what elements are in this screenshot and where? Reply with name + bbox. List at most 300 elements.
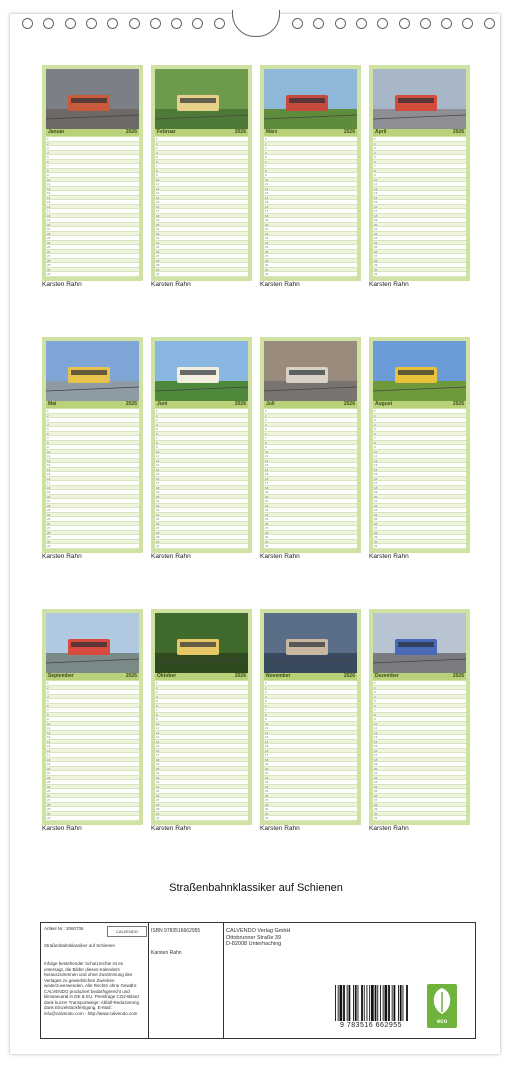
day-row: 11 bbox=[373, 726, 466, 731]
day-row: 28 bbox=[373, 531, 466, 536]
day-row: 13 bbox=[264, 463, 357, 468]
binding-hole bbox=[313, 18, 324, 29]
day-grid bbox=[46, 681, 139, 821]
day-row: 17 bbox=[264, 753, 357, 758]
day-row: 18 bbox=[155, 214, 248, 219]
month-name: Juli bbox=[266, 401, 275, 407]
tram-photo bbox=[264, 69, 357, 129]
day-row: 2 bbox=[155, 686, 248, 691]
day-row: 5 bbox=[373, 155, 466, 160]
day-row: 28 bbox=[373, 803, 466, 808]
day-row: 23 bbox=[373, 236, 466, 241]
day-row: 1 bbox=[155, 681, 248, 686]
day-row: 21 bbox=[373, 227, 466, 232]
day-row: 13 bbox=[264, 735, 357, 740]
tram-photo bbox=[46, 69, 139, 129]
day-row: 30 bbox=[155, 268, 248, 273]
day-row: 20 bbox=[373, 223, 466, 228]
day-row: 14 bbox=[264, 196, 357, 201]
day-row: 14 bbox=[155, 196, 248, 201]
day-row: 31 bbox=[46, 816, 139, 821]
day-row: 23 bbox=[46, 780, 139, 785]
day-grid bbox=[264, 137, 357, 277]
day-row: 10 bbox=[155, 450, 248, 455]
tram-photo bbox=[155, 341, 248, 401]
day-row: 9 bbox=[373, 717, 466, 722]
divider bbox=[223, 923, 224, 1038]
day-row: 22 bbox=[264, 232, 357, 237]
day-row: 26 bbox=[46, 250, 139, 255]
day-row: 12 bbox=[46, 187, 139, 192]
day-row: 3 bbox=[46, 690, 139, 695]
binding-hole bbox=[150, 18, 161, 29]
eco-badge bbox=[427, 984, 457, 1028]
day-row: 22 bbox=[46, 776, 139, 781]
day-row: 13 bbox=[46, 735, 139, 740]
month-year: 2026 bbox=[343, 129, 355, 135]
day-row: 11 bbox=[155, 726, 248, 731]
day-row: 27 bbox=[46, 526, 139, 531]
divider bbox=[148, 923, 149, 1038]
day-row: 4 bbox=[264, 695, 357, 700]
day-row: 4 bbox=[46, 423, 139, 428]
day-row: 11 bbox=[373, 454, 466, 459]
month-header bbox=[264, 129, 357, 136]
month-year: 2026 bbox=[452, 401, 464, 407]
day-row: 24 bbox=[46, 513, 139, 518]
day-row: 20 bbox=[264, 767, 357, 772]
day-row: 3 bbox=[373, 690, 466, 695]
day-row: 20 bbox=[264, 223, 357, 228]
day-row: 24 bbox=[155, 513, 248, 518]
day-row: 21 bbox=[373, 771, 466, 776]
day-row: 15 bbox=[155, 744, 248, 749]
day-row: 8 bbox=[46, 441, 139, 446]
day-row: 26 bbox=[264, 522, 357, 527]
month-panel-juni bbox=[151, 337, 252, 553]
tram-photo-image bbox=[264, 613, 357, 673]
month-name: November bbox=[266, 673, 291, 679]
day-row: 29 bbox=[373, 807, 466, 812]
day-row: 7 bbox=[46, 436, 139, 441]
tram-photo-image bbox=[155, 613, 248, 673]
day-row: 29 bbox=[155, 263, 248, 268]
day-row: 28 bbox=[155, 803, 248, 808]
day-row: 18 bbox=[264, 758, 357, 763]
day-row: 21 bbox=[155, 771, 248, 776]
day-row: 5 bbox=[373, 699, 466, 704]
day-row: 30 bbox=[46, 540, 139, 545]
day-row: 18 bbox=[46, 214, 139, 219]
day-row: 30 bbox=[264, 812, 357, 817]
day-row: 17 bbox=[264, 209, 357, 214]
day-row: 30 bbox=[46, 812, 139, 817]
day-row: 10 bbox=[373, 178, 466, 183]
day-row: 19 bbox=[155, 218, 248, 223]
day-row: 19 bbox=[155, 490, 248, 495]
day-row: 22 bbox=[264, 776, 357, 781]
binding-hole bbox=[214, 18, 225, 29]
day-row: 21 bbox=[264, 499, 357, 504]
day-row: 24 bbox=[264, 241, 357, 246]
day-row: 3 bbox=[373, 146, 466, 151]
day-row: 27 bbox=[46, 798, 139, 803]
binding-hole bbox=[441, 18, 452, 29]
day-row: 21 bbox=[155, 227, 248, 232]
day-row: 13 bbox=[46, 191, 139, 196]
month-header bbox=[373, 129, 466, 136]
day-row: 6 bbox=[264, 160, 357, 165]
photo-credit: Karsten Rahn bbox=[42, 281, 82, 288]
day-row: 10 bbox=[46, 450, 139, 455]
day-row: 13 bbox=[155, 735, 248, 740]
day-row: 22 bbox=[46, 232, 139, 237]
day-row: 17 bbox=[46, 753, 139, 758]
day-row: 4 bbox=[155, 423, 248, 428]
day-row: 31 bbox=[373, 272, 466, 277]
month-year: 2026 bbox=[343, 401, 355, 407]
day-row: 16 bbox=[264, 477, 357, 482]
month-panel-märz bbox=[260, 65, 361, 281]
day-grid bbox=[373, 137, 466, 277]
day-row: 6 bbox=[373, 704, 466, 709]
day-row: 30 bbox=[373, 812, 466, 817]
day-row: 7 bbox=[155, 164, 248, 169]
day-row: 29 bbox=[46, 535, 139, 540]
day-row: 16 bbox=[46, 477, 139, 482]
day-row: 29 bbox=[155, 807, 248, 812]
day-row: 15 bbox=[46, 744, 139, 749]
day-row: 16 bbox=[46, 205, 139, 210]
day-row: 23 bbox=[373, 780, 466, 785]
binding-hole bbox=[22, 18, 33, 29]
day-row: 6 bbox=[264, 704, 357, 709]
day-grid bbox=[373, 681, 466, 821]
day-row: 19 bbox=[373, 218, 466, 223]
day-row: 26 bbox=[155, 250, 248, 255]
day-row: 25 bbox=[373, 789, 466, 794]
calvendo-logo: CALVENDO bbox=[107, 926, 147, 937]
day-row: 30 bbox=[46, 268, 139, 273]
month-header bbox=[155, 129, 248, 136]
photo-credit: Karsten Rahn bbox=[151, 281, 191, 288]
day-row: 20 bbox=[155, 767, 248, 772]
binding-hole bbox=[65, 18, 76, 29]
day-row: 2 bbox=[155, 142, 248, 147]
day-grid bbox=[155, 409, 248, 549]
day-row: 25 bbox=[373, 245, 466, 250]
day-row: 20 bbox=[46, 223, 139, 228]
day-row: 19 bbox=[373, 490, 466, 495]
day-row: 28 bbox=[46, 803, 139, 808]
day-row: 25 bbox=[264, 789, 357, 794]
day-row: 30 bbox=[155, 540, 248, 545]
day-row: 17 bbox=[155, 753, 248, 758]
day-row: 5 bbox=[264, 427, 357, 432]
day-grid bbox=[264, 681, 357, 821]
imprint-footer bbox=[40, 922, 476, 1039]
day-row: 6 bbox=[155, 160, 248, 165]
day-row: 2 bbox=[155, 414, 248, 419]
day-row: 6 bbox=[373, 160, 466, 165]
day-row: 14 bbox=[155, 468, 248, 473]
day-row: 19 bbox=[264, 490, 357, 495]
day-row: 5 bbox=[155, 155, 248, 160]
day-row: 8 bbox=[46, 169, 139, 174]
day-row: 3 bbox=[46, 146, 139, 151]
day-row: 20 bbox=[264, 495, 357, 500]
month-year: 2026 bbox=[234, 401, 246, 407]
day-row: 8 bbox=[264, 713, 357, 718]
day-row: 13 bbox=[373, 735, 466, 740]
day-row: 17 bbox=[373, 209, 466, 214]
day-row: 14 bbox=[264, 740, 357, 745]
day-row: 13 bbox=[373, 191, 466, 196]
day-row: 28 bbox=[264, 259, 357, 264]
day-row: 22 bbox=[155, 232, 248, 237]
day-row: 10 bbox=[264, 178, 357, 183]
month-name: Mai bbox=[48, 401, 57, 407]
day-row: 12 bbox=[373, 187, 466, 192]
day-row: 12 bbox=[155, 731, 248, 736]
day-row: 15 bbox=[155, 472, 248, 477]
day-row: 30 bbox=[373, 540, 466, 545]
day-row: 3 bbox=[155, 146, 248, 151]
tram-photo bbox=[155, 613, 248, 673]
day-row: 23 bbox=[373, 508, 466, 513]
day-row: 17 bbox=[373, 481, 466, 486]
day-row: 15 bbox=[46, 200, 139, 205]
day-row: 21 bbox=[264, 771, 357, 776]
day-row: 20 bbox=[373, 767, 466, 772]
day-row: 10 bbox=[373, 722, 466, 727]
month-panel-februar bbox=[151, 65, 252, 281]
month-header bbox=[155, 673, 248, 680]
month-name: April bbox=[375, 129, 387, 135]
month-year: 2026 bbox=[125, 401, 137, 407]
month-panel-dezember bbox=[369, 609, 470, 825]
day-row: 2 bbox=[373, 142, 466, 147]
day-row: 12 bbox=[264, 459, 357, 464]
day-row: 12 bbox=[373, 731, 466, 736]
day-row: 9 bbox=[264, 173, 357, 178]
day-row: 11 bbox=[373, 182, 466, 187]
day-row: 16 bbox=[373, 749, 466, 754]
day-row: 7 bbox=[264, 436, 357, 441]
barcode-number: 9 783516 662955 bbox=[340, 1022, 402, 1029]
month-name: Januar bbox=[48, 129, 65, 135]
day-row: 5 bbox=[264, 155, 357, 160]
day-row: 10 bbox=[155, 722, 248, 727]
day-row: 4 bbox=[264, 151, 357, 156]
day-row: 1 bbox=[373, 681, 466, 686]
day-row: 22 bbox=[155, 504, 248, 509]
day-row: 1 bbox=[264, 137, 357, 142]
day-row: 1 bbox=[46, 137, 139, 142]
day-grid bbox=[155, 681, 248, 821]
day-grid bbox=[373, 409, 466, 549]
photo-credit: Karsten Rahn bbox=[369, 825, 409, 832]
day-row: 24 bbox=[46, 241, 139, 246]
day-row: 11 bbox=[155, 182, 248, 187]
day-row: 8 bbox=[264, 169, 357, 174]
day-row: 21 bbox=[46, 227, 139, 232]
day-row: 19 bbox=[46, 218, 139, 223]
day-row: 20 bbox=[46, 767, 139, 772]
binding-hole bbox=[171, 18, 182, 29]
day-row: 25 bbox=[264, 245, 357, 250]
publisher-block bbox=[226, 928, 326, 948]
day-row: 12 bbox=[373, 459, 466, 464]
day-row: 30 bbox=[373, 268, 466, 273]
day-row: 30 bbox=[264, 268, 357, 273]
day-row: 14 bbox=[46, 468, 139, 473]
day-row: 1 bbox=[373, 137, 466, 142]
publisher-street: Ottobrunner Straße 39 bbox=[226, 934, 282, 941]
day-row: 1 bbox=[46, 681, 139, 686]
photo-credit: Karsten Rahn bbox=[369, 281, 409, 288]
day-row: 2 bbox=[373, 414, 466, 419]
month-panel-juli bbox=[260, 337, 361, 553]
day-row: 31 bbox=[46, 272, 139, 277]
month-panel-mai bbox=[42, 337, 143, 553]
day-row: 26 bbox=[155, 794, 248, 799]
binding-hole bbox=[399, 18, 410, 29]
day-row: 10 bbox=[46, 722, 139, 727]
day-row: 18 bbox=[155, 758, 248, 763]
day-row: 24 bbox=[373, 241, 466, 246]
day-row: 12 bbox=[46, 459, 139, 464]
day-row: 2 bbox=[46, 686, 139, 691]
day-row: 8 bbox=[373, 713, 466, 718]
day-grid bbox=[46, 409, 139, 549]
day-row: 31 bbox=[264, 272, 357, 277]
day-grid bbox=[264, 409, 357, 549]
day-row: 17 bbox=[155, 209, 248, 214]
day-row: 25 bbox=[155, 245, 248, 250]
day-row: 6 bbox=[264, 432, 357, 437]
day-row: 5 bbox=[46, 699, 139, 704]
tram-photo-image bbox=[46, 69, 139, 129]
day-row: 25 bbox=[46, 789, 139, 794]
day-row: 3 bbox=[373, 418, 466, 423]
day-row: 16 bbox=[155, 205, 248, 210]
day-row: 17 bbox=[155, 481, 248, 486]
day-row: 28 bbox=[46, 259, 139, 264]
photo-credit: Karsten Rahn bbox=[369, 553, 409, 560]
tram-photo bbox=[46, 341, 139, 401]
month-header bbox=[46, 401, 139, 408]
day-row: 21 bbox=[46, 771, 139, 776]
day-row: 28 bbox=[155, 531, 248, 536]
calendar-title: Straßenbahnklassiker auf Schienen bbox=[169, 882, 343, 894]
day-row: 8 bbox=[373, 441, 466, 446]
day-row: 18 bbox=[373, 758, 466, 763]
day-row: 10 bbox=[264, 450, 357, 455]
isbn: ISBN 9783516662955 bbox=[151, 928, 201, 934]
day-row: 9 bbox=[155, 445, 248, 450]
tram-photo bbox=[155, 69, 248, 129]
day-row: 5 bbox=[155, 699, 248, 704]
day-row: 18 bbox=[46, 758, 139, 763]
tram-photo bbox=[264, 341, 357, 401]
day-row: 3 bbox=[264, 690, 357, 695]
product-title: Straßenbahnklassiker auf Schienen bbox=[44, 943, 116, 948]
day-row: 23 bbox=[264, 236, 357, 241]
month-name: August bbox=[375, 401, 393, 407]
day-row: 7 bbox=[264, 164, 357, 169]
day-row: 13 bbox=[264, 191, 357, 196]
day-row: 13 bbox=[155, 463, 248, 468]
day-row: 28 bbox=[155, 259, 248, 264]
day-row: 22 bbox=[46, 504, 139, 509]
author: Karsten Rahn bbox=[151, 950, 182, 956]
day-row: 23 bbox=[46, 236, 139, 241]
day-row: 29 bbox=[373, 535, 466, 540]
day-row: 8 bbox=[46, 713, 139, 718]
day-row: 7 bbox=[46, 164, 139, 169]
day-row: 13 bbox=[155, 191, 248, 196]
day-row: 15 bbox=[373, 472, 466, 477]
month-year: 2026 bbox=[343, 673, 355, 679]
day-row: 23 bbox=[155, 508, 248, 513]
binding-hole bbox=[129, 18, 140, 29]
day-row: 14 bbox=[155, 740, 248, 745]
day-row: 25 bbox=[46, 517, 139, 522]
tram-photo bbox=[264, 613, 357, 673]
day-row: 27 bbox=[373, 798, 466, 803]
day-row: 28 bbox=[264, 531, 357, 536]
day-row: 10 bbox=[373, 450, 466, 455]
month-name: Juni bbox=[157, 401, 168, 407]
month-header bbox=[373, 401, 466, 408]
day-row: 18 bbox=[373, 486, 466, 491]
day-row: 28 bbox=[264, 803, 357, 808]
day-row: 5 bbox=[46, 155, 139, 160]
day-row: 27 bbox=[264, 254, 357, 259]
day-row: 6 bbox=[46, 432, 139, 437]
legal-notice: Infolge bestehender Schutzrechte ist es untersagt, die Bilder dieses Kalenders herauszutrennen und ohne Zustimmung des Verlages zu gewerblichen Zwecken weiterzuverwenden. Alle Rechte ohne Gewähr. CALVENDO produziert bedarfsgerecht und klimaneutral in DE & EU. Preisfrage CO2-Bilanz dank kurzer Transportwege: Abfall-Reduzierung dank Einzelstückfertigung. E-Mail: info@calvendo.com · http://www.calvendo.com bbox=[44, 961, 140, 1016]
day-row: 16 bbox=[373, 205, 466, 210]
barcode bbox=[333, 985, 409, 1023]
month-year: 2026 bbox=[125, 129, 137, 135]
day-row: 24 bbox=[46, 785, 139, 790]
day-row: 16 bbox=[46, 749, 139, 754]
day-row: 1 bbox=[373, 409, 466, 414]
day-row: 25 bbox=[155, 789, 248, 794]
day-row: 19 bbox=[264, 218, 357, 223]
day-row: 8 bbox=[264, 441, 357, 446]
day-row: 21 bbox=[264, 227, 357, 232]
day-row: 24 bbox=[264, 513, 357, 518]
day-row: 20 bbox=[46, 495, 139, 500]
day-row: 31 bbox=[155, 816, 248, 821]
day-row: 18 bbox=[373, 214, 466, 219]
day-row: 15 bbox=[264, 472, 357, 477]
month-header bbox=[264, 401, 357, 408]
day-row: 9 bbox=[46, 173, 139, 178]
month-header bbox=[264, 673, 357, 680]
day-row: 20 bbox=[155, 495, 248, 500]
tram-photo bbox=[373, 613, 466, 673]
day-row: 2 bbox=[264, 142, 357, 147]
month-header bbox=[155, 401, 248, 408]
tram-photo-image bbox=[264, 69, 357, 129]
day-row: 18 bbox=[264, 214, 357, 219]
day-row: 17 bbox=[373, 753, 466, 758]
day-row: 21 bbox=[373, 499, 466, 504]
day-row: 14 bbox=[373, 468, 466, 473]
